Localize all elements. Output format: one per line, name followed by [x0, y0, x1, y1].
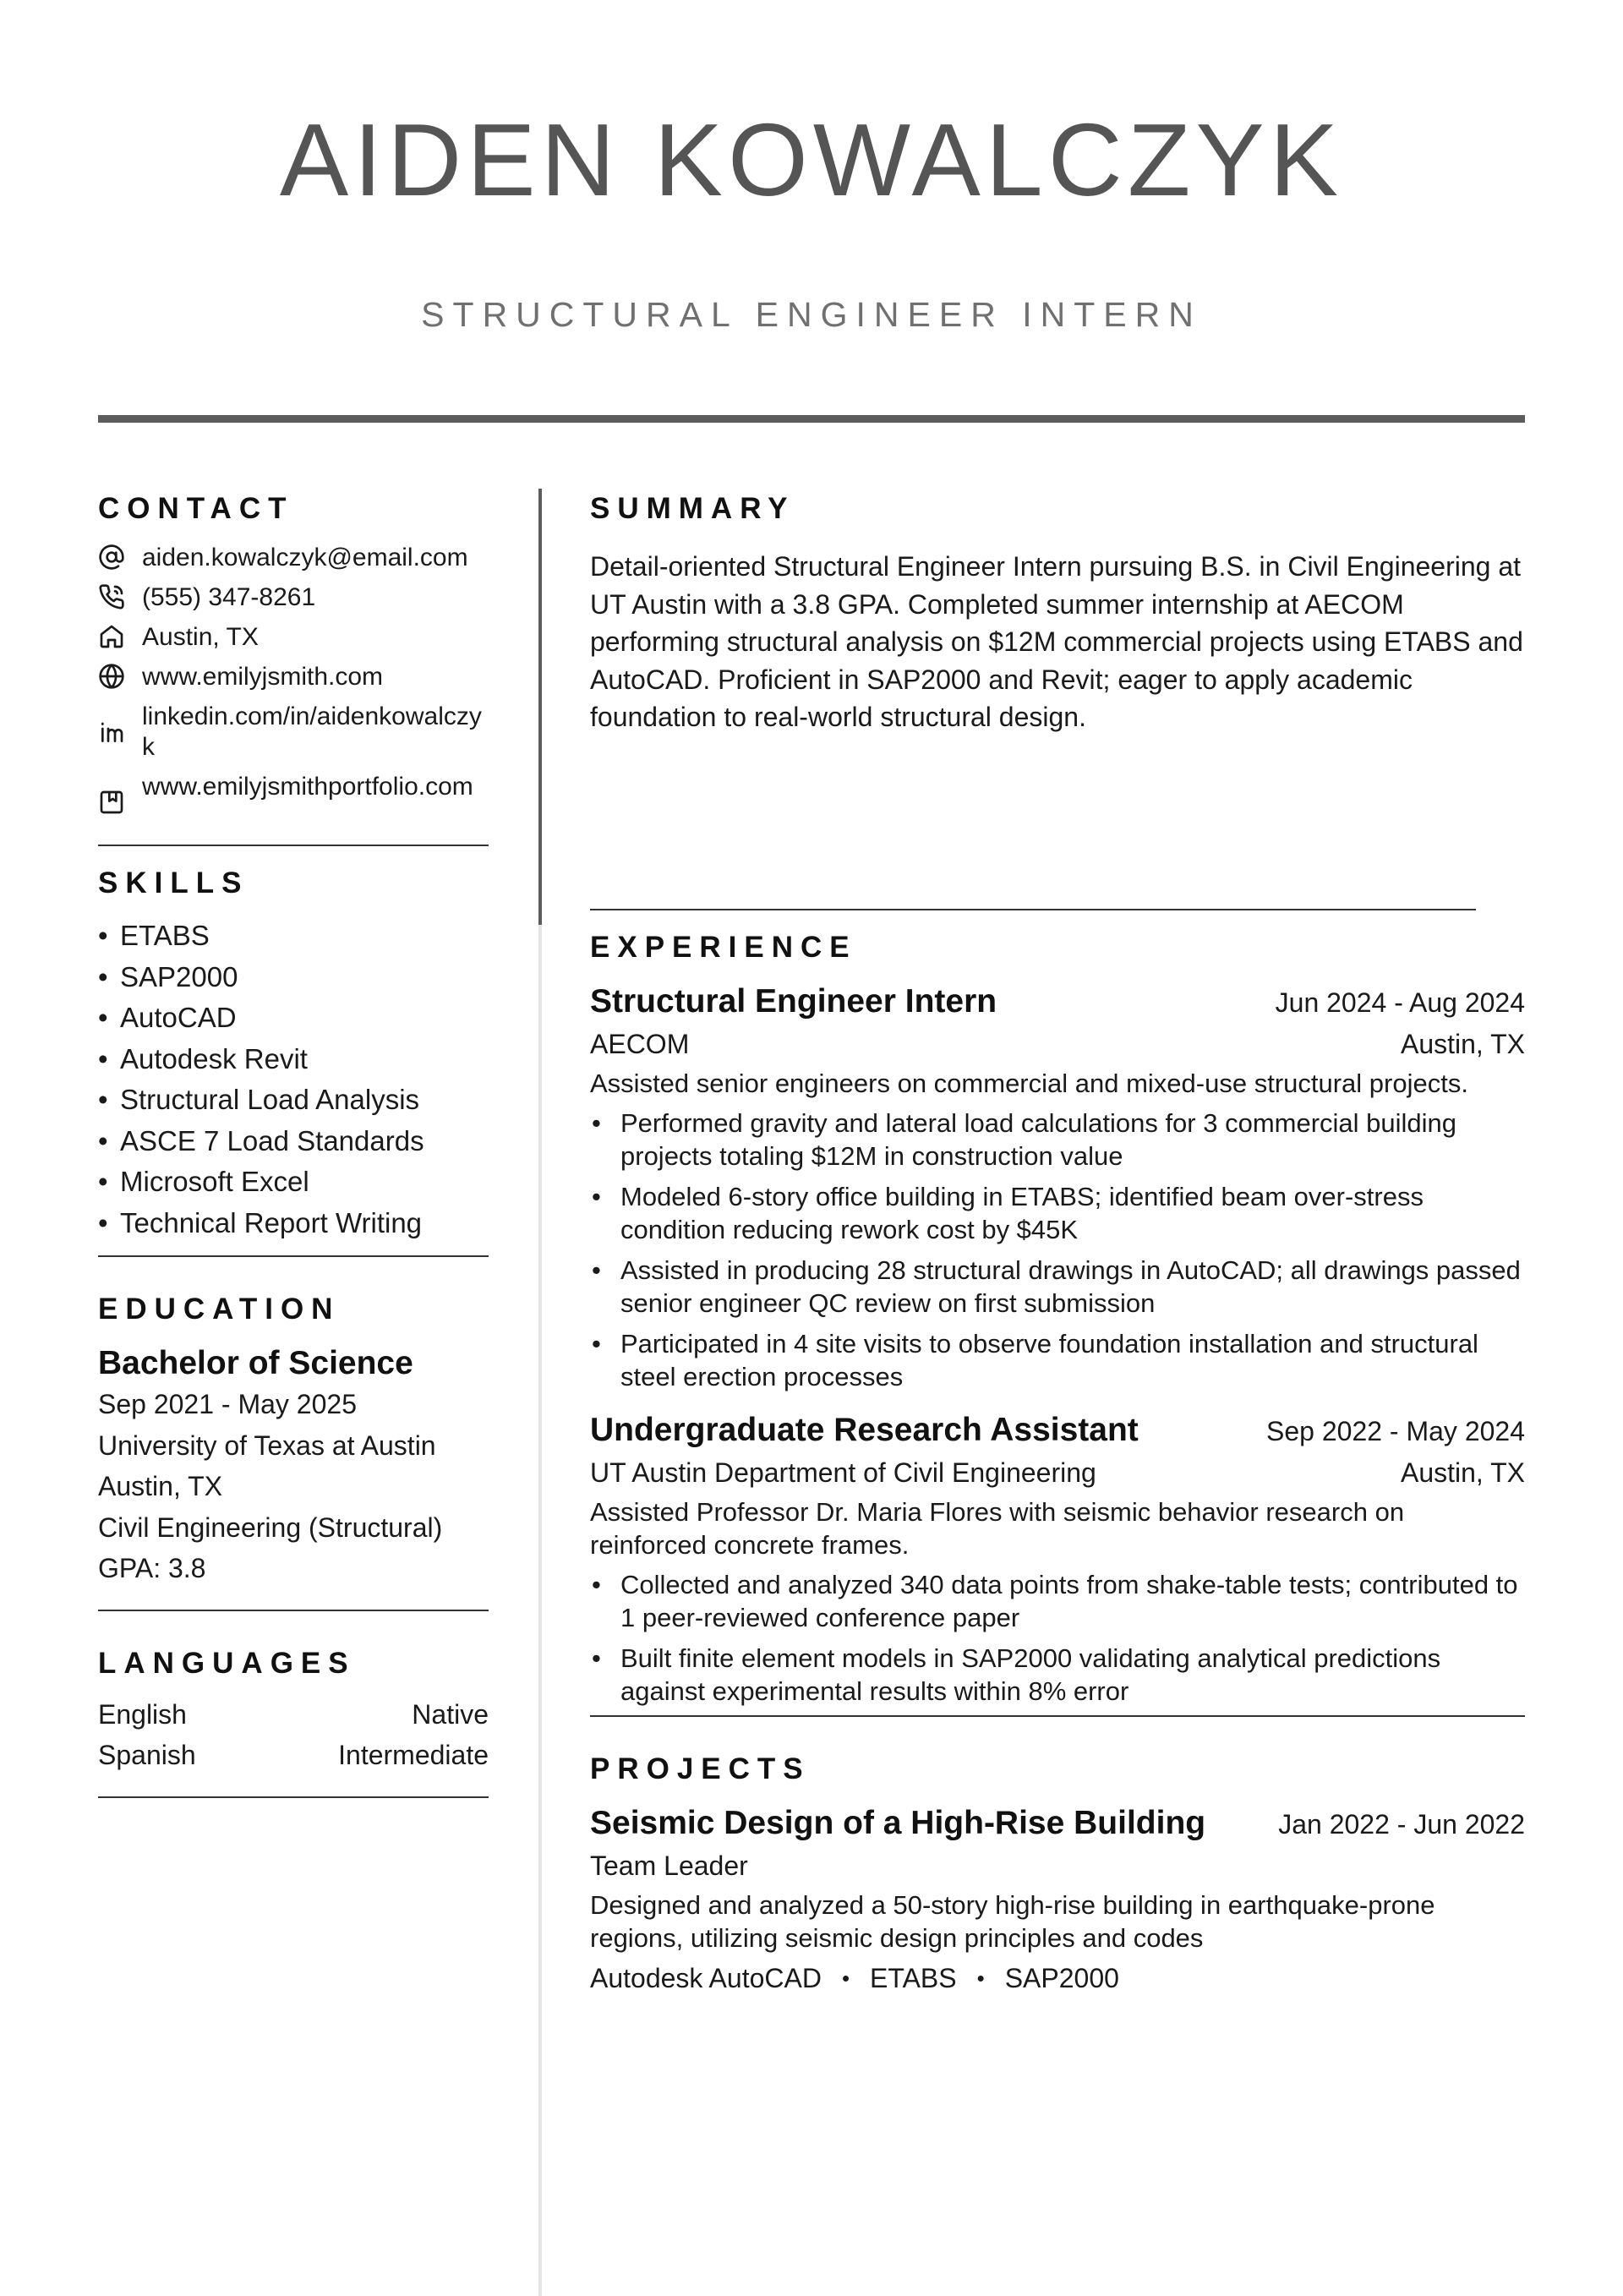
contact-heading: CONTACT: [98, 492, 294, 525]
contact-linkedin[interactable]: [98, 702, 489, 763]
education-degree: Bachelor of Science: [98, 1345, 413, 1381]
contact-website-text: www.emilyjsmith.com: [142, 663, 384, 691]
skill-item: • Autodesk Revit: [98, 1039, 489, 1080]
column-divider: [538, 489, 542, 2296]
education-major: Civil Engineering (Structural): [98, 1512, 443, 1543]
experience-section: [590, 931, 1525, 1708]
education-dates: Sep 2021 - May 2025: [98, 1389, 357, 1419]
project-entry: [590, 1803, 1525, 1998]
skills-section: [98, 866, 489, 1244]
job-description: Assisted Professor Dr. Maria Flores with seismic behavior research on reinforced concrete frames.: [590, 1497, 1405, 1560]
skills-list: [98, 916, 489, 1244]
job-subheader: [590, 1451, 1525, 1494]
tool-separator: •: [976, 1965, 985, 1991]
contact-phone-text: (555) 347-8261: [142, 583, 316, 611]
language-level: Intermediate: [338, 1740, 489, 1770]
job-bullet-text: Collected and analyzed 340 data points from shake-table tests; contributed to 1 peer-reviewed conference paper: [620, 1570, 1518, 1632]
languages-divider: [98, 1796, 489, 1798]
tool-separator: •: [841, 1965, 850, 1991]
job-bullet: • Modeled 6-story office building in ETABS; identified beam over-stress condition reducing rework cost by $45K: [590, 1180, 1525, 1246]
contact-phone[interactable]: [98, 582, 489, 613]
project-header: [590, 1803, 1525, 1845]
at-icon: [98, 543, 142, 571]
job-entry: [590, 981, 1525, 1393]
contact-email[interactable]: [98, 543, 489, 573]
skill-item: • Structural Load Analysis: [98, 1080, 489, 1121]
contact-portfolio-text: www.emilyjsmithportfolio.com: [142, 773, 473, 801]
job-dates: Sep 2022 - May 2024: [1266, 1416, 1525, 1446]
education-school: University of Texas at Austin: [98, 1430, 436, 1461]
language-level: Native: [412, 1698, 489, 1730]
contact-list: [98, 543, 489, 833]
job-bullet: • Built finite element models in SAP2000 validating analytical predictions against experimental results within 8% error: [590, 1642, 1525, 1708]
job-bullet-text: Performed gravity and lateral load calculations for 3 commercial building projects totaling $12M in construction value: [620, 1108, 1457, 1171]
project-tool: Autodesk AutoCAD: [590, 1963, 822, 1993]
job-entry: [590, 1410, 1525, 1708]
languages-section: [98, 1647, 489, 1776]
job-bullet-text: Participated in 4 site visits to observe foundation installation and structural steel erection processes: [620, 1329, 1478, 1391]
education-gpa: GPA: 3.8: [98, 1553, 206, 1583]
project-description: Designed and analyzed a 50-story high-rise building in earthquake-prone regions, utilizing seismic design principles and codes: [590, 1890, 1435, 1953]
linkedin-icon: [98, 702, 142, 763]
project-title: Seismic Design of a High-Rise Building: [590, 1805, 1206, 1841]
left-column: [98, 492, 489, 1798]
skill-item: • ETABS: [98, 916, 489, 957]
skill-item: • SAP2000: [98, 957, 489, 998]
language-row: [98, 1735, 489, 1776]
skill-item: • Technical Report Writing: [98, 1203, 489, 1244]
job-description: Assisted senior engineers on commercial and mixed-use structural projects.: [590, 1069, 1468, 1098]
job-dates: Jun 2024 - Aug 2024: [1275, 987, 1525, 1018]
summary-divider: [590, 909, 1476, 910]
contact-portfolio[interactable]: [98, 772, 489, 833]
skill-item: • Microsoft Excel: [98, 1162, 489, 1203]
project-tools: [590, 1958, 1525, 1998]
contact-location-text: Austin, TX: [142, 623, 259, 651]
languages-heading: LANGUAGES: [98, 1646, 356, 1680]
candidate-name: AIDEN KOWALCZYK: [279, 102, 1344, 217]
skill-item: • ASCE 7 Load Standards: [98, 1121, 489, 1162]
portfolio-icon: [98, 772, 142, 833]
job-title: Undergraduate Research Assistant: [590, 1412, 1139, 1448]
right-column: [590, 492, 1525, 1998]
job-location: Austin, TX: [1400, 1457, 1525, 1488]
summary-heading: SUMMARY: [590, 492, 795, 525]
globe-icon: [98, 662, 142, 691]
language-name: English: [98, 1698, 187, 1730]
skills-heading: SKILLS: [98, 866, 249, 899]
contact-email-text: aiden.kowalczyk@email.com: [142, 544, 468, 571]
education-location: Austin, TX: [98, 1471, 223, 1501]
skill-item: • AutoCAD: [98, 998, 489, 1039]
project-dates: Jan 2022 - Jun 2022: [1278, 1809, 1525, 1840]
job-bullet: • Collected and analyzed 340 data points from shake-table tests; contributed to 1 peer-reviewed conference paper: [590, 1568, 1525, 1634]
skills-divider: [98, 1255, 489, 1257]
phone-icon: [98, 582, 142, 611]
project-role: Team Leader: [590, 1850, 748, 1881]
job-bullet-text: Built finite element models in SAP2000 validating analytical predictions against experimental results within 8% error: [620, 1643, 1441, 1706]
header-divider: [98, 415, 1525, 423]
contact-linkedin-text: linkedin.com/in/aidenkowalczyk: [142, 702, 482, 761]
candidate-role: STRUCTURAL ENGINEER INTERN: [421, 295, 1202, 334]
home-icon: [98, 622, 142, 651]
contact-divider: [98, 845, 489, 846]
job-header: [590, 981, 1525, 1023]
job-bullet: • Performed gravity and lateral load calculations for 3 commercial building projects totaling $12M in construction value: [590, 1107, 1525, 1173]
job-header: [590, 1410, 1525, 1451]
language-row: [98, 1694, 489, 1736]
education-section: [98, 1293, 489, 1589]
projects-heading: PROJECTS: [590, 1752, 811, 1785]
job-bullets: [590, 1568, 1525, 1708]
education-heading: EDUCATION: [98, 1293, 341, 1326]
project-tool: SAP2000: [1004, 1963, 1119, 1993]
experience-divider: [590, 1715, 1525, 1717]
summary-text: Detail-oriented Structural Engineer Intern pursuing B.S. in Civil Engineering at UT Austin with a 3.8 GPA. Completed summer internship at AECOM performing structural analysis on $12M commercial projects using ETABS and AutoCAD. Proficient in SAP2000 and Revit; eager to apply academic foundation to real-world structural design.: [590, 551, 1523, 732]
job-location: Austin, TX: [1400, 1029, 1525, 1059]
job-company: UT Austin Department of Civil Engineering: [590, 1457, 1096, 1488]
experience-heading: EXPERIENCE: [590, 931, 857, 964]
job-company: AECOM: [590, 1029, 690, 1059]
job-title: Structural Engineer Intern: [590, 983, 997, 1020]
summary-section: [590, 492, 1525, 909]
project-tool: ETABS: [870, 1963, 957, 1993]
projects-section: [590, 1752, 1525, 1998]
contact-section: [98, 492, 489, 833]
job-subheader: [590, 1023, 1525, 1065]
education-divider: [98, 1610, 489, 1611]
contact-website[interactable]: [98, 662, 489, 692]
job-bullets: [590, 1107, 1525, 1393]
job-bullet-text: Assisted in producing 28 structural drawings in AutoCAD; all drawings passed senior engineer QC review on first submission: [620, 1255, 1521, 1318]
job-bullet-text: Modeled 6-story office building in ETABS; identified beam over-stress condition reducing rework cost by $45K: [620, 1182, 1424, 1244]
job-bullet: • Participated in 4 site visits to observe foundation installation and structural steel erection processes: [590, 1327, 1525, 1393]
languages-list: [98, 1694, 489, 1776]
contact-location: [98, 622, 489, 653]
language-name: Spanish: [98, 1740, 196, 1770]
job-bullet: • Assisted in producing 28 structural drawings in AutoCAD; all drawings passed senior engineer QC review on first submission: [590, 1254, 1525, 1320]
